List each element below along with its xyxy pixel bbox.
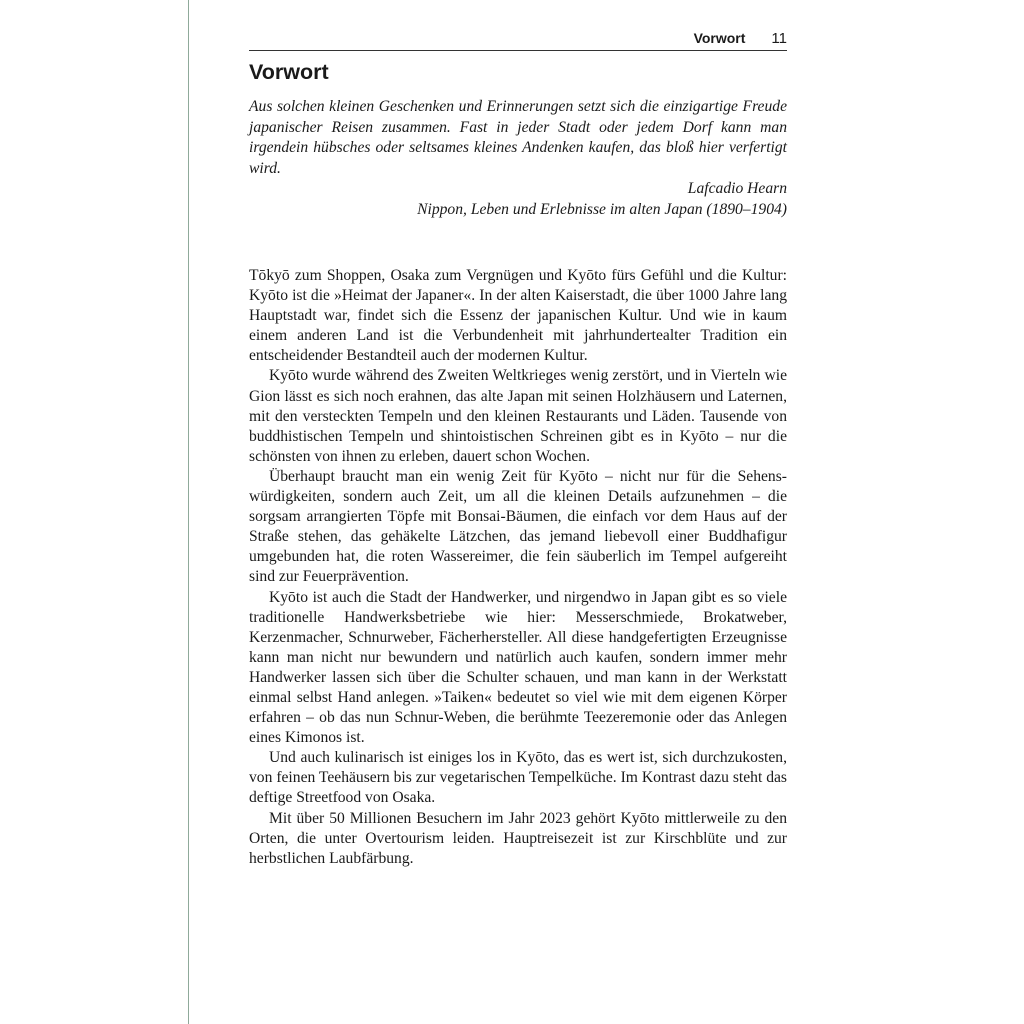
epigraph-quote: Aus solchen kleinen Geschenken und Erinnerungen setzt sich die einzigartige Freude japanischer Reisen zusammen. Fast in jeder Stadt oder jedem Dorf kann man irgendein hübsches oder seltsames kleines Andenken kaufen, das bloß hier verfertigt wird. <box>249 98 787 177</box>
running-head <box>249 30 787 50</box>
page-number: 11 <box>771 30 787 47</box>
paragraph: Und auch kulinarisch ist einiges los in Kyōto, das es wert ist, sich durchzukosten, von feinen Teehäusern bis zur vegetarischen Tempelküche. Im Kontrast dazu steht das deftige Streetfood von Osaka. <box>249 749 787 807</box>
book-page <box>249 30 787 869</box>
chapter-heading: Vorwort <box>249 60 329 84</box>
epigraph <box>249 97 787 220</box>
paragraph: Überhaupt braucht man ein wenig Zeit für Kyōto – nicht nur für die Sehenswürdigkeiten, sondern auch Zeit, um all die kleinen Details aufzunehmen – die sorgsam arrangierten Töpfe mit Bonsai-Bäumen, die einfach vor dem Haus auf der Straße stehen, das gehäkelte Lätzchen, das jemand liebevoll einer Buddhafigur umgebunden hat, die roten Wassereimer, die fein säuberlich im Tempel aufgereiht sind zur Feuerprävention. <box>249 467 787 586</box>
paragraph: Kyōto wurde während des Zweiten Weltkrieges wenig zerstört, und in Vierteln wie Gion lässt es sich noch erahnen, das alte Japan mit seinen Holzhäusern und Laternen, mit den versteckten Tempeln und den kleinen Restaurants und Läden. Tausende von buddhistischen Tempeln und shintoistischen Schreinen gibt es in Kyōto – nur die schönsten von ihnen zu erleben, dauert schon Wochen. <box>249 367 787 465</box>
running-head-title: Vorwort <box>693 30 746 46</box>
header-rule <box>249 50 787 51</box>
page-gutter-line <box>188 0 189 1024</box>
paragraph: Kyōto ist auch die Stadt der Handwerker, und nirgendwo in Japan gibt es so viele traditionelle Handwerksbetriebe wie hier: Messerschmiede, Brokatweber, Kerzenmacher, Schnurweber, Fächerhersteller. All diese handgefertigten Erzeugnisse kann man nicht nur bewundern und natürlich auch kaufen, sondern immer mehr Handwerker lassen sich über die Schulter schauen, und man kann in der Werkstatt einmal selbst Hand anlegen. »Taiken« bedeutet so viel wie mit dem eigenen Körper erfahren – ob das nun Schnur-Weben, die berühmte Teezeremonie oder das Anlegen eines Kimonos ist. <box>249 588 787 747</box>
paragraph: Mit über 50 Millionen Besuchern im Jahr 2023 gehört Kyōto mittlerweile zu den Orten, die unter Overtourism leiden. Hauptreisezeit ist zur Kirschblüte und zur herbstlichen Laubfärbung. <box>249 809 787 867</box>
body-text <box>249 266 787 869</box>
paragraph: Tōkyō zum Shoppen, Osaka zum Vergnügen und Kyōto fürs Gefühl und die Kultur: Kyōto ist die »Heimat der Japaner«. In der alten Kaiserstadt, die über 1000 Jahre lang Hauptstadt war, findet sich die Essenz der japanischen Kultur. Und wie in kaum einem anderen Land ist die Verbundenheit mit jahrhundertealter Tradition ein entscheidender Bestandteil auch der modernen Kultur. <box>249 267 787 365</box>
epigraph-author: Lafcadio Hearn <box>687 180 787 197</box>
epigraph-source: Nippon, Leben und Erlebnisse im alten Japan (1890–1904) <box>417 200 787 218</box>
